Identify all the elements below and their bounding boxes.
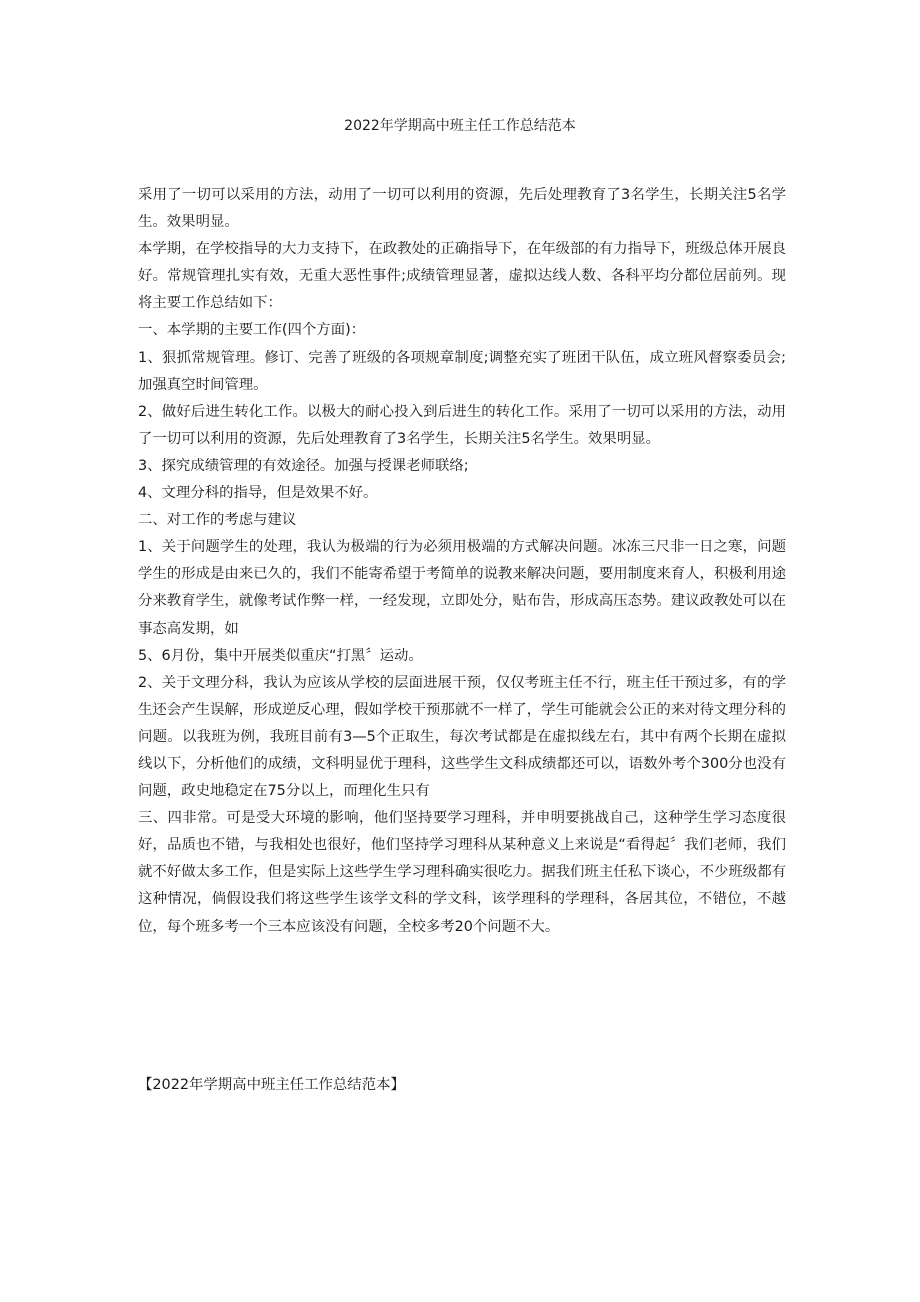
document-footer-title: 【2022年学期高中班主任工作总结范本】 <box>138 1077 405 1093</box>
section-heading-main-work: 一、本学期的主要工作(四个方面)： <box>138 322 366 339</box>
paragraph-suggestion-2-cont: 三、四非常。可是受大环境的影响，他们坚持要学习理科，并申明要挑战自己，这种学生学习态度很好，品质也不错，与我相处也很好，他们坚持学习理科从某种意义上来说是“看得起〞我们老师，我们就不好做太多工作，但是实际上这些学生学习理科确实很吃力。据我们班主任私下谈心，不少班级都有这种情况，倘假设我们将这些学生该学文科的学文科，该学理科的学理科，各居其位，不错位，不越位，每个班多考一个三本应该没有问题，全校多考20个问题不大。 <box>138 810 786 935</box>
paragraph-intro: 采用了一切可以采用的方法，动用了一切可以利用的资源，先后处理教育了3名学生，长期关注5名学生。效果明显。 <box>138 187 786 231</box>
paragraph-suggestion-1: 1、关于问题学生的处理，我认为极端的行为必须用极端的方式解决问题。冰冻三尺非一日之寒，问题学生的形成是由来已久的，我们不能寄希望于考简单的说教来解决问题，要用制度来育人，积极利用途分来教育学生，就像考试作弊一样，一经发现，立即处分，贴布告，形成高压态势。建议政教处可以在事态高发期，如 <box>138 539 786 637</box>
paragraph-suggestion-2: 2、关于文理分科，我认为应该从学校的层面进展干预，仅仅考班主任不行，班主任干预过多，有的学生还会产生误解，形成逆反心理，假如学校干预那就不一样了，学生可能就会公正的来对待文理分科的问题。以我班为例，我班目前有3—5个正取生，每次考试都是在虚拟线左右，其中有两个长期在虚拟线以下，分析他们的成绩，文科明显优于理科，这些学生文科成绩都还可以，语数外考个300分也没有问题，政史地稳定在75分以上，而理化生只有 <box>138 674 786 800</box>
section-heading-suggestions: 二、对工作的考虑与建议 <box>138 512 297 529</box>
paragraph-item-4: 4、文理分科的指导，但是效果不好。 <box>138 485 378 502</box>
paragraph-item-2: 2、做好后进生转化工作。以极大的耐心投入到后进生的转化工作。采用了一切可以采用的方法，动用了一切可以利用的资源，先后处理教育了3名学生，长期关注5名学生。效果明显。 <box>138 403 786 447</box>
paragraph-item-1: 1、狠抓常规管理。修订、完善了班级的各项规章制度;调整充实了班团干队伍，成立班风督察委员会;加强真空时间管理。 <box>138 349 786 393</box>
paragraph-suggestion-1-cont: 5、6月份，集中开展类似重庆“打黑〞运动。 <box>138 647 423 664</box>
document-title: 2022年学期高中班主任工作总结范本 <box>344 118 576 134</box>
paragraph-overview: 本学期，在学校指导的大力支持下，在政教处的正确指导下，在年级部的有力指导下，班级总体开展良好。常规管理扎实有效，无重大恶性事件;成绩管理显著，虚拟达线人数、各科平均分都位居前列。现将主要工作总结如下： <box>138 241 786 312</box>
document-body <box>138 182 786 941</box>
paragraph-item-3: 3、探究成绩管理的有效途径。加强与授课老师联络; <box>138 457 469 474</box>
